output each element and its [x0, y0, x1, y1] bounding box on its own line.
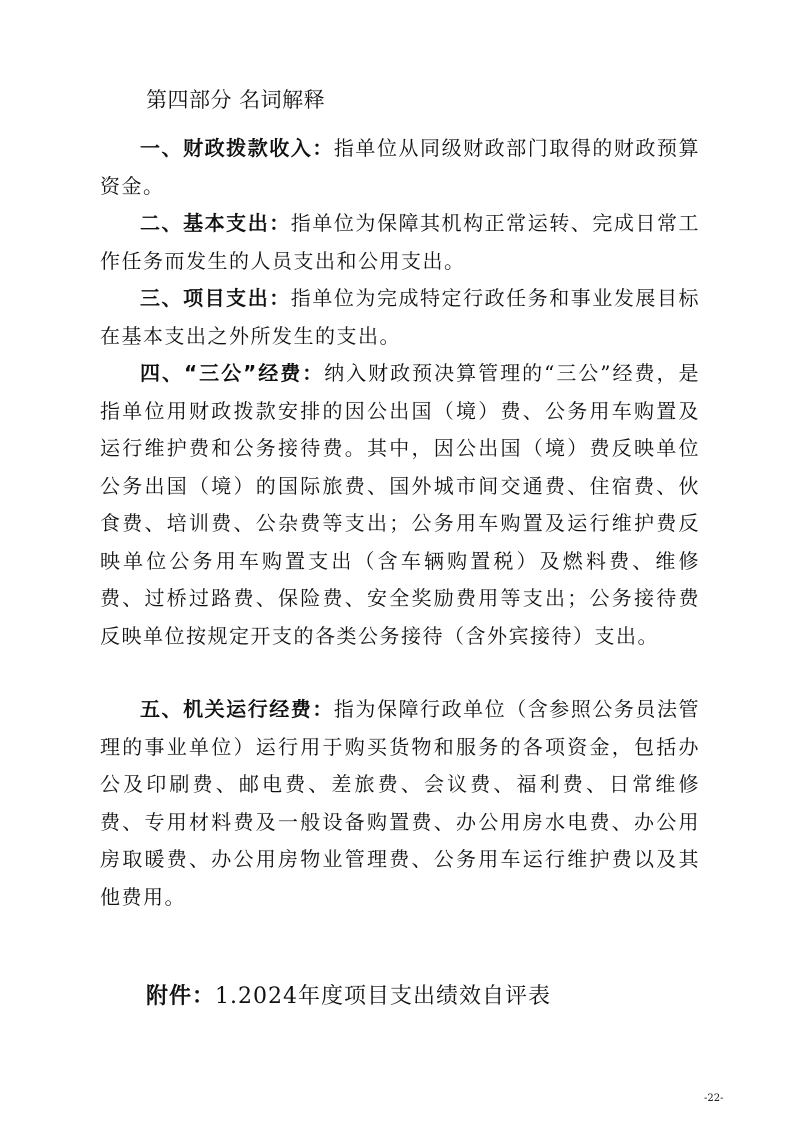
term-label: 一、财政拨款收入： [140, 136, 334, 160]
term-definition: 指单位为完成特定行政任务和事业发展目标在基本支出之外所发生的支出。 [100, 286, 701, 348]
term-basic-expenditure [100, 205, 700, 280]
term-fiscal-appropriation-income [100, 130, 700, 205]
attachment-item[interactable]: 1.2024年度项目支出绩效自评表 [215, 984, 551, 1009]
term-label: 五、机关运行经费： [140, 697, 334, 721]
section-title: 第四部分 名词解释 [146, 88, 326, 112]
term-label: 四、“三公”经费： [140, 361, 325, 385]
term-project-expenditure [100, 280, 700, 355]
attachment-label: 附件： [146, 984, 216, 1009]
term-label: 三、项目支出： [140, 286, 291, 310]
term-definition: 指单位从同级财政部门取得的财政预算资金。 [100, 136, 701, 198]
page-number: -22- [704, 1093, 724, 1104]
term-definition: 纳入财政预决算管理的“三公”经费，是指单位用财政拨款安排的因公出国（境）费、公务用车购置及运行维护费和公务接待费。其中，因公出国（境）费反映单位公务出国（境）的国际旅费、国外城市间交通费、住宿费、伙食费、培训费、公杂费等支出；公务用车购置及运行维护费反映单位公务用车购置支出（含车辆购置税）及燃料费、维修费、过桥过路费、保险费、安全奖励费用等支出；公务接待费反映单位按规定开支的各类公务接待（含外宾接待）支出。 [100, 361, 700, 648]
term-agency-operating-expenses [100, 691, 700, 916]
term-definition: 指为保障行政单位（含参照公务员法管理的事业单位）运行用于购买货物和服务的各项资金，包括办公及印刷费、邮电费、差旅费、会议费、福利费、日常维修费、专用材料费及一般设备购置费、办公用房水电费、办公用房取暖费、办公用房物业管理费、公务用车运行维护费以及其他费用。 [100, 697, 701, 909]
attachment-line [146, 980, 551, 1014]
term-three-public-expenses [100, 355, 700, 655]
term-label: 二、基本支出： [140, 211, 291, 235]
term-definition: 指单位为保障其机构正常运转、完成日常工作任务而发生的人员支出和公用支出。 [100, 211, 701, 273]
